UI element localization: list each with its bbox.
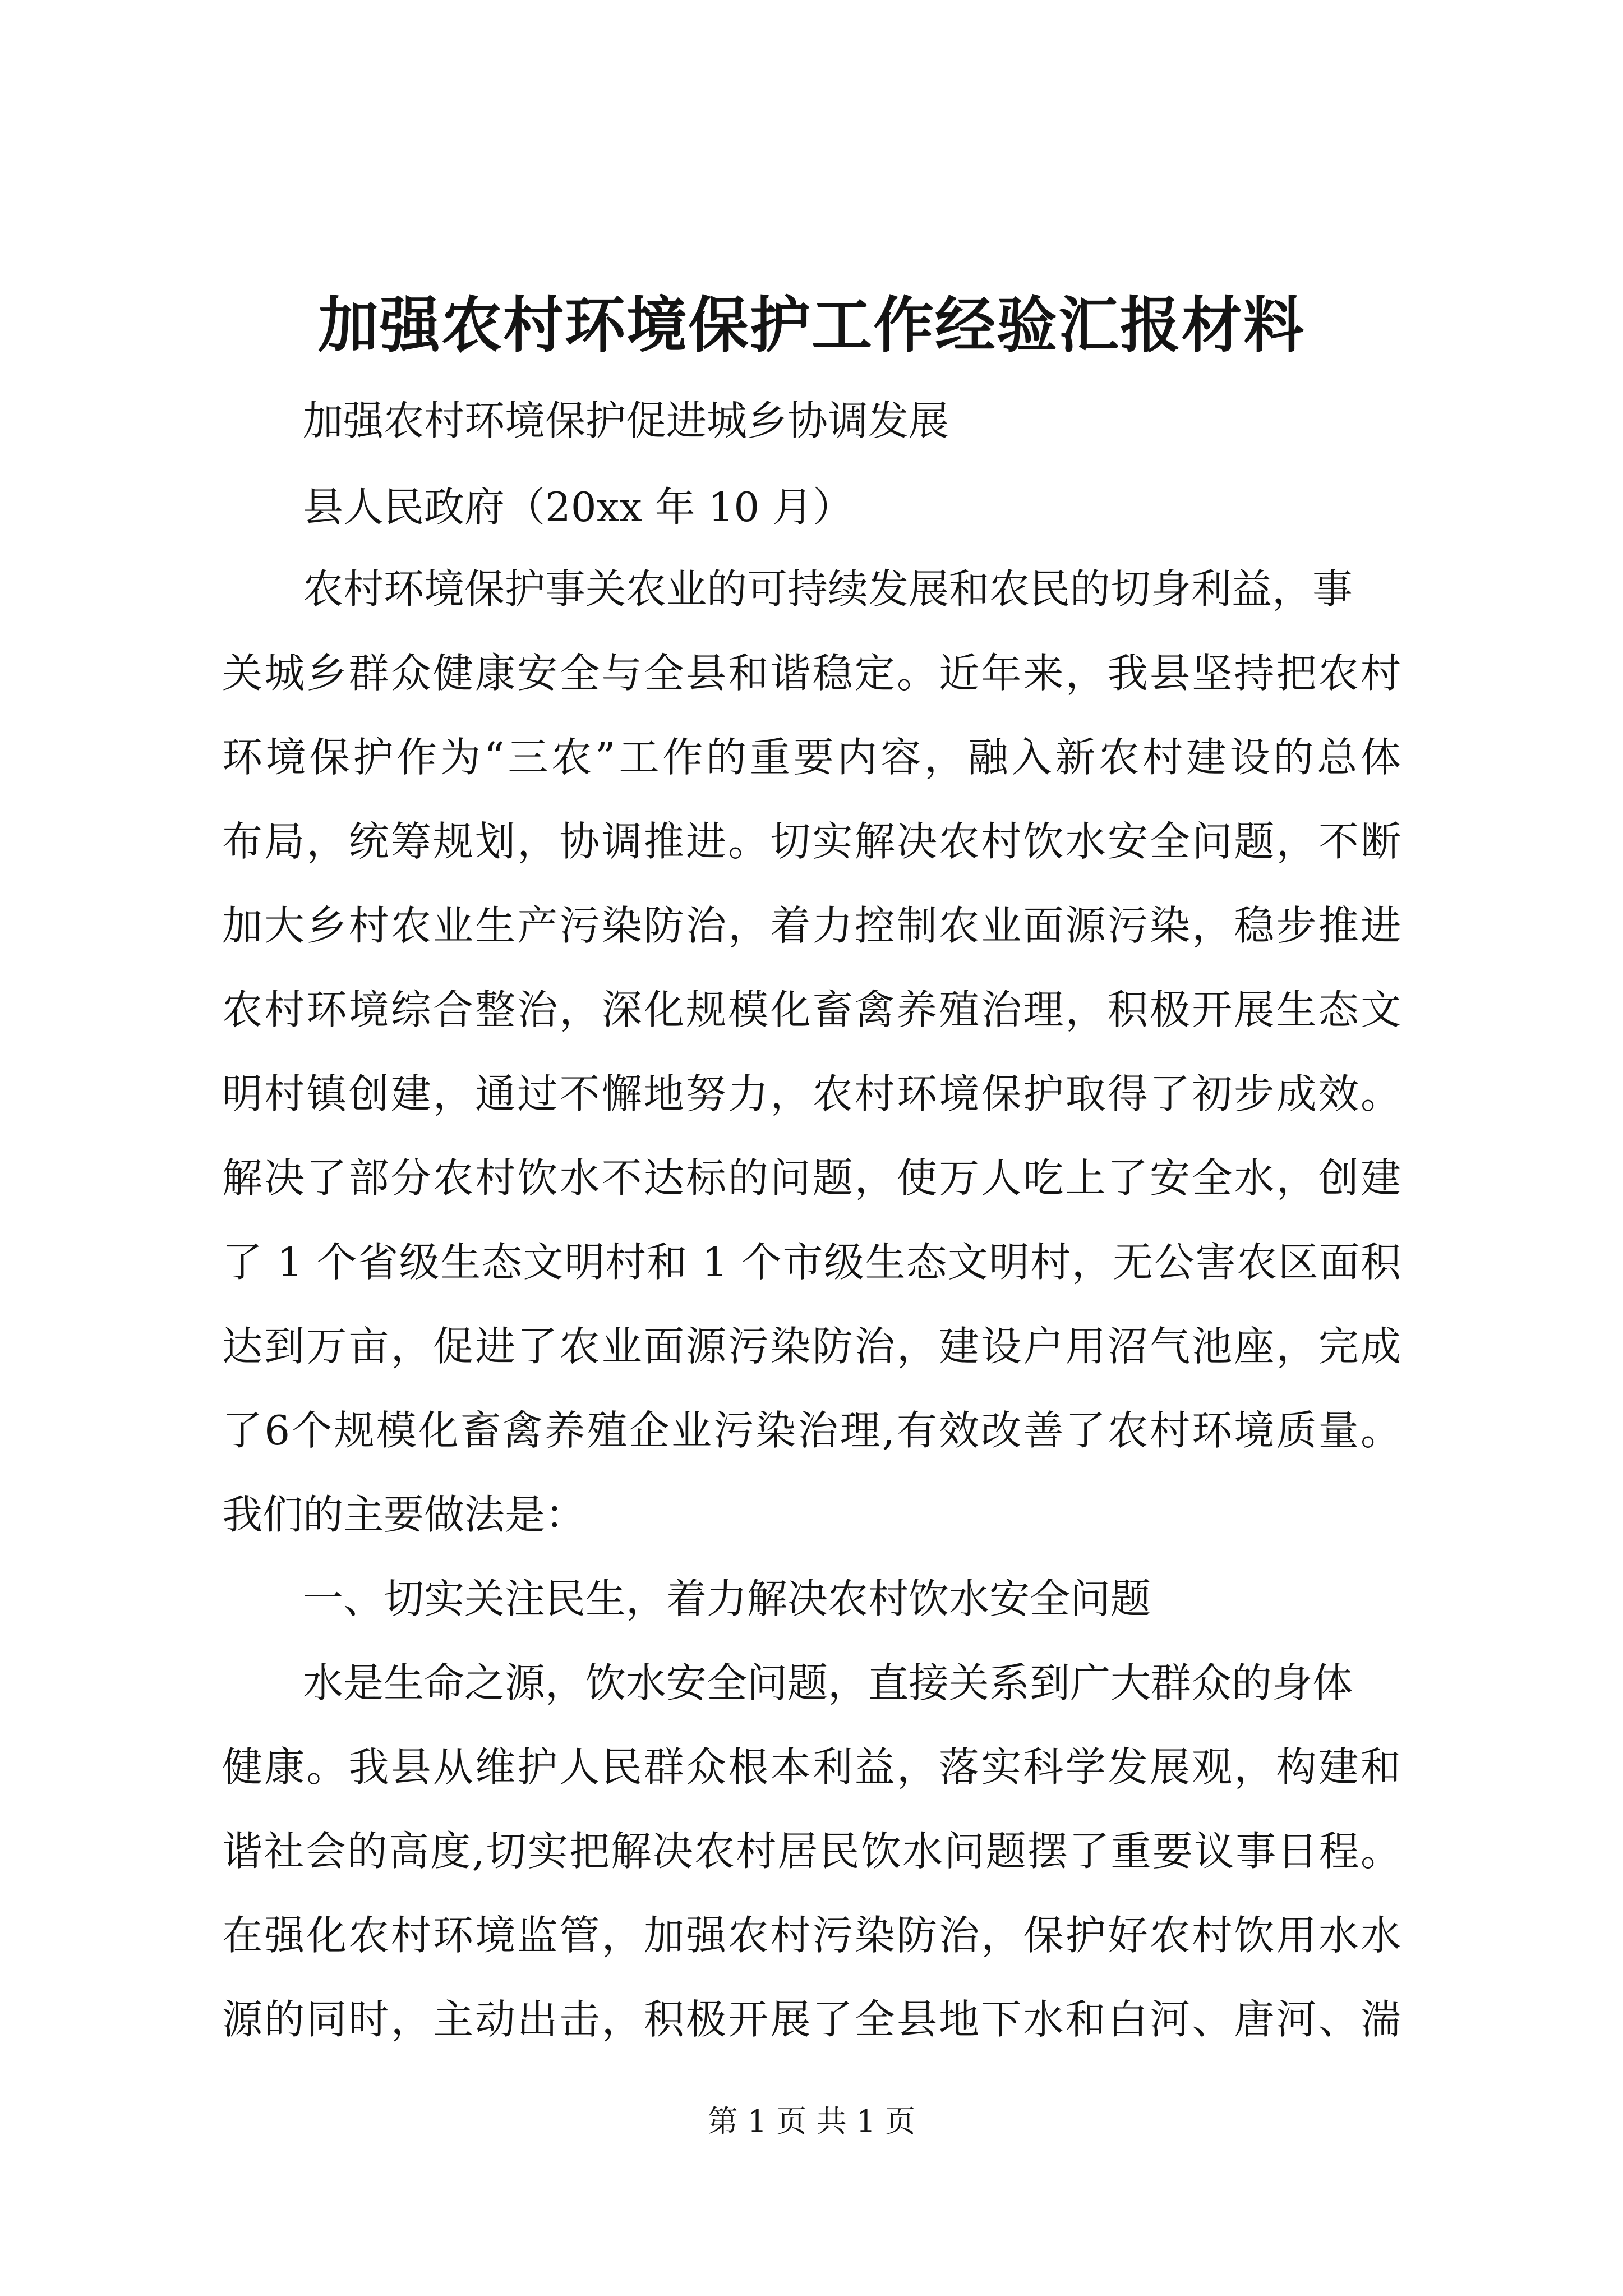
paragraph-line: 水是生命之源，饮水安全问题，直接关系到广大群众的身体	[303, 1659, 1353, 1706]
paragraph-line: 我们的主要做法是：	[222, 1491, 586, 1538]
document-subtitle: 加强农村环境保护促进城乡协调发展	[303, 397, 949, 444]
paragraph-line: 加大乡村农业生产污染防治，着力控制农业面源污染，稳步推进	[222, 902, 1401, 949]
paragraph-line: 解决了部分农村饮水不达标的问题，使万人吃上了安全水，创建	[222, 1154, 1401, 1202]
paragraph-line: 在强化农村环境监管，加强农村污染防治，保护好农村饮用水水	[222, 1912, 1401, 1959]
paragraph-line: 达到万亩，促进了农业面源污染防治，建设户用沼气池座，完成	[222, 1323, 1401, 1370]
section-heading: 一、切实关注民生，着力解决农村饮水安全问题	[303, 1575, 1151, 1622]
paragraph-line: 农村环境保护事关农业的可持续发展和农民的切身利益，事	[303, 565, 1353, 613]
page-footer: 第 1 页 共 1 页	[707, 2104, 916, 2139]
paragraph-line: 健康。我县从维护人民群众根本利益，落实科学发展观，构建和	[222, 1743, 1401, 1791]
author-line: 县人民政府（20xx 年 10 月）	[303, 484, 854, 531]
paragraph-line: 谐社会的高度,切实把解决农村居民饮水问题摆了重要议事日程。	[222, 1828, 1401, 1875]
paragraph-line: 关城乡群众健康安全与全县和谐稳定。近年来，我县坚持把农村	[222, 650, 1401, 697]
paragraph-line: 明村镇创建，通过不懈地努力，农村环境保护取得了初步成效。	[222, 1070, 1401, 1117]
paragraph-line: 农村环境综合整治，深化规模化畜禽养殖治理，积极开展生态文	[222, 986, 1401, 1033]
paragraph-line: 布局，统筹规划，协调推进。切实解决农村饮水安全问题，不断	[222, 818, 1401, 865]
paragraph-line: 环境保护作为“三农”工作的重要内容，融入新农村建设的总体	[222, 734, 1401, 781]
document-title: 加强农村环境保护工作经验汇报材料	[317, 290, 1305, 361]
paragraph-line: 了6个规模化畜禽养殖企业污染治理,有效改善了农村环境质量。	[222, 1407, 1401, 1454]
paragraph-line: 源的同时，主动出击，积极开展了全县地下水和白河、唐河、湍	[222, 1996, 1401, 2043]
paragraph-line: 了 1 个省级生态文明村和 1 个市级生态文明村，无公害农区面积	[222, 1239, 1401, 1286]
